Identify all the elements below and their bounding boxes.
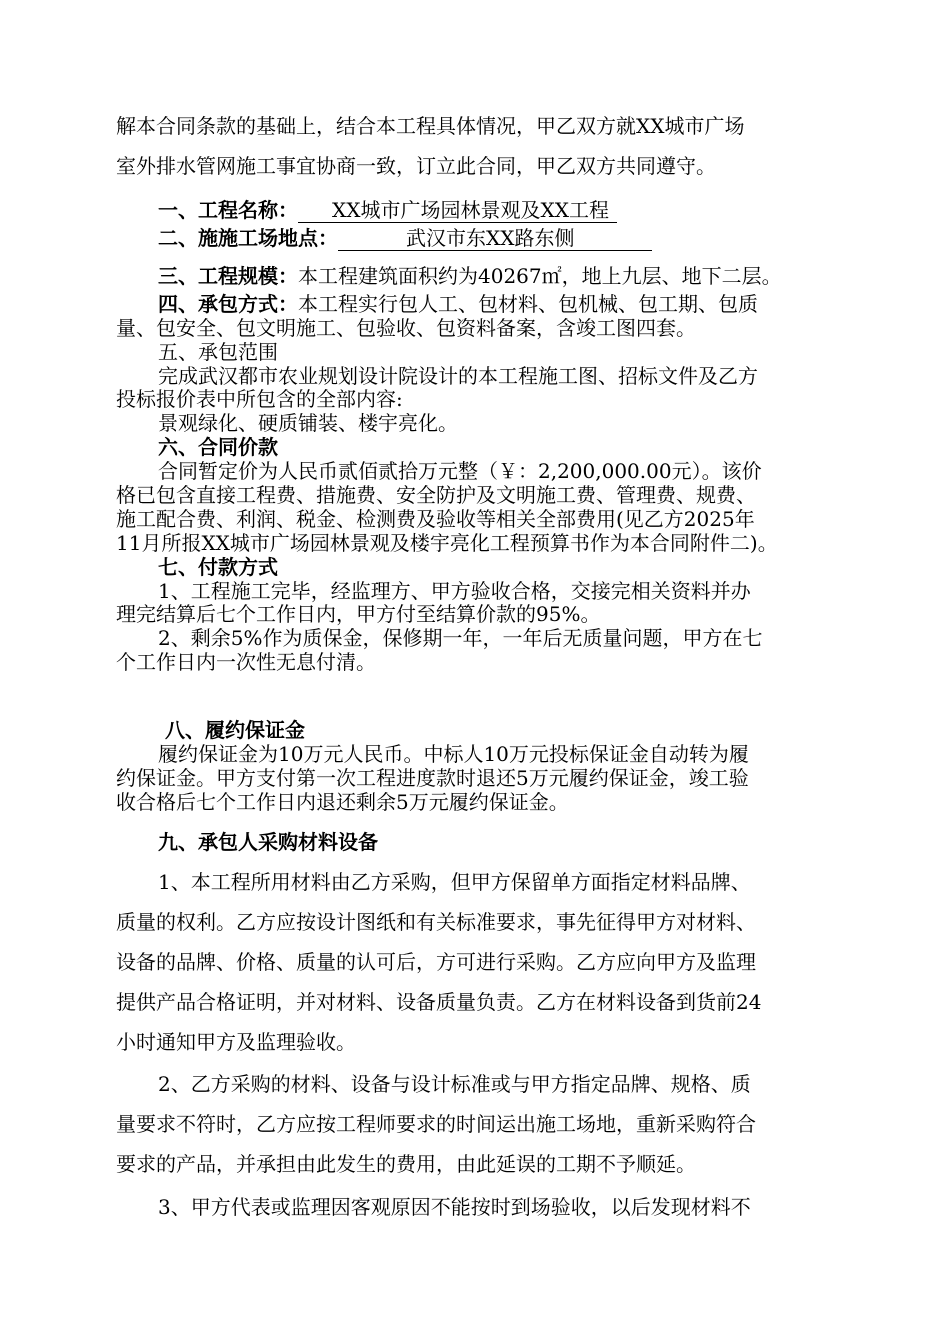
section-3-label: 三、工程规模： xyxy=(158,264,298,288)
section-7-line-3: 2、剩余5%作为质保金，保修期一年，一年后无质量问题，甲方在七 xyxy=(158,626,763,650)
section-9-p3-line-1: 3、甲方代表或监理因客观原因不能按时到场验收，以后发现材料不 xyxy=(158,1195,751,1219)
section-9-label: 九、承包人采购材料设备 xyxy=(158,830,378,854)
section-2-label: 二、施施工场地点： xyxy=(158,226,338,250)
section-5-line-1: 完成武汉都市农业规划设计院设计的本工程施工图、招标文件及乙方 xyxy=(158,364,758,388)
section-3-value: 本工程建筑面积约为40267㎡，地上九层、地下二层。 xyxy=(298,264,782,288)
section-9-p1-line-3: 设备的品牌、价格、质量的认可后，方可进行采购。乙方应向甲方及监理 xyxy=(116,950,756,974)
section-6-label: 六、合同价款 xyxy=(158,435,278,459)
section-9-p1-line-1: 1、本工程所用材料由乙方采购，但甲方保留单方面指定材料品牌、 xyxy=(158,870,751,894)
section-2-value: 武汉市东XX路东侧 xyxy=(338,226,652,251)
section-5-label: 五、承包范围 xyxy=(158,340,278,364)
section-5-line-3: 景观绿化、硬质铺装、楼宇亮化。 xyxy=(158,411,458,435)
section-4-label: 四、承包方式： xyxy=(158,292,298,316)
section-1-line xyxy=(158,196,617,224)
section-9-p2-line-2: 量要求不符时，乙方应按工程师要求的时间运出施工场地，重新采购符合 xyxy=(116,1112,756,1136)
section-8-line-1: 履约保证金为10万元人民币。中标人10万元投标保证金自动转为履 xyxy=(158,742,749,766)
intro-line-2: 室外排水管网施工事宜协商一致，订立此合同，甲乙双方共同遵守。 xyxy=(116,154,716,178)
section-6-line-2: 格已包含直接工程费、措施费、安全防护及文明施工费、管理费、规费、 xyxy=(116,483,756,507)
intro-line-1: 解本合同条款的基础上，结合本工程具体情况，甲乙双方就XX城市广场 xyxy=(116,114,745,138)
section-6-line-3: 施工配合费、利润、税金、检测费及验收等相关全部费用(见乙方2025年 xyxy=(116,507,755,531)
section-5-line-2: 投标报价表中所包含的全部内容: xyxy=(116,387,403,411)
section-9-p1-line-4: 提供产品合格证明，并对材料、设备质量负责。乙方在材料设备到货前24 xyxy=(116,990,762,1014)
section-8-line-2: 约保证金。甲方支付第一次工程进度款时退还5万元履约保证金，竣工验 xyxy=(116,766,749,790)
section-7-line-4: 个工作日内一次性无息付清。 xyxy=(116,650,376,674)
section-1-label: 一、工程名称： xyxy=(158,198,298,222)
section-4-value-1: 本工程实行包人工、包材料、包机械、包工期、包质 xyxy=(298,292,758,316)
section-8-line-3: 收合格后七个工作日内退还剩余5万元履约保证金。 xyxy=(116,790,569,814)
section-9-p1-line-2: 质量的权利。乙方应按设计图纸和有关标准要求，事先征得甲方对材料、 xyxy=(116,910,756,934)
section-7-line-1: 1、工程施工完毕，经监理方、甲方验收合格，交接完相关资料并办 xyxy=(158,579,751,603)
section-9-p2-line-1: 2、乙方采购的材料、设备与设计标准或与甲方指定品牌、规格、质 xyxy=(158,1072,751,1096)
section-1-value: XX城市广场园林景观及XX工程 xyxy=(298,198,617,223)
section-7-line-2: 理完结算后七个工作日内，甲方付至结算价款的95%。 xyxy=(116,602,601,626)
section-6-line-1: 合同暂定价为人民币贰佰贰拾万元整（￥：2,200,000.00元）。该价 xyxy=(158,459,762,483)
section-7-label: 七、付款方式 xyxy=(158,555,278,579)
section-8-label: 八、履约保证金 xyxy=(165,718,305,742)
section-3-line xyxy=(158,262,782,290)
section-9-p1-line-5: 小时通知甲方及监理验收。 xyxy=(116,1030,356,1054)
section-9-p2-line-3: 要求的产品，并承担由此发生的费用，由此延误的工期不予顺延。 xyxy=(116,1152,696,1176)
section-6-line-4: 11月所报XX城市广场园林景观及楼宇亮化工程预算书作为本合同附件二)。 xyxy=(116,531,778,555)
section-4-line-2: 量、包安全、包文明施工、包验收、包资料备案，含竣工图四套。 xyxy=(116,316,696,340)
section-2-line xyxy=(158,224,652,252)
